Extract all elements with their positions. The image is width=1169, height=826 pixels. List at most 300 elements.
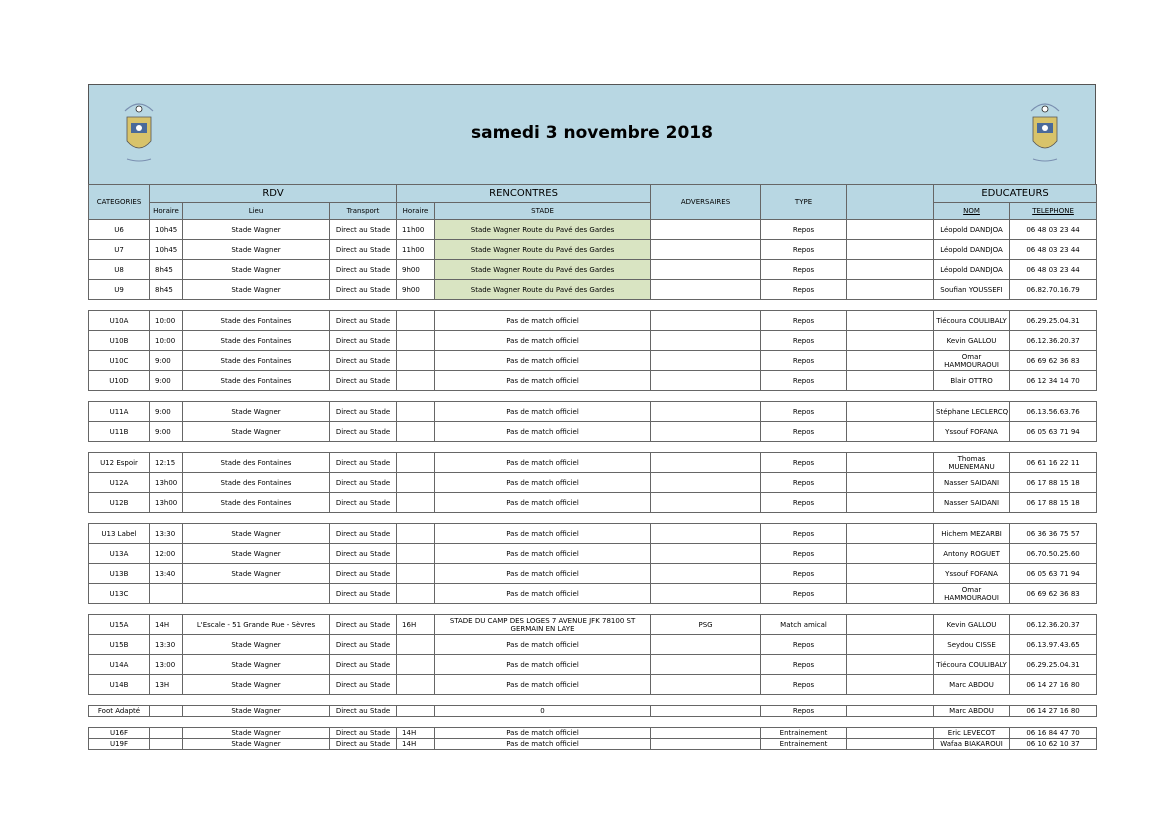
type-cell: Repos — [761, 564, 847, 584]
category-cell: U10B — [89, 331, 150, 351]
header-horaire: Horaire — [150, 203, 183, 220]
category-cell: U13A — [89, 544, 150, 564]
educateur-nom-cell: Antony ROGUET — [934, 544, 1010, 564]
stade-cell: Pas de match officiel — [435, 311, 651, 331]
rdv-lieu-cell: Stade des Fontaines — [183, 371, 330, 391]
adversaire-cell — [651, 564, 761, 584]
type-cell: Entrainement — [761, 739, 847, 750]
adversaire-cell — [651, 473, 761, 493]
stade-cell: Stade Wagner Route du Pavé des Gardes — [435, 220, 651, 240]
educateur-nom-cell: Yssouf FOFANA — [934, 422, 1010, 442]
rdv-lieu-cell: Stade Wagner — [183, 240, 330, 260]
blank-cell — [847, 453, 934, 473]
table-row — [89, 453, 1097, 473]
category-cell: U8 — [89, 260, 150, 280]
educateur-nom-cell: Hichem MEZARBI — [934, 524, 1010, 544]
match-horaire-cell: 16H — [397, 615, 435, 635]
educateur-nom-cell: Thomas MUENEMANU — [934, 453, 1010, 473]
educateur-tel-cell: 06 14 27 16 80 — [1010, 706, 1097, 717]
type-cell: Repos — [761, 493, 847, 513]
category-cell: U13B — [89, 564, 150, 584]
adversaire-cell — [651, 524, 761, 544]
header-adversaires: ADVERSAIRES — [651, 185, 761, 220]
match-horaire-cell: 14H — [397, 728, 435, 739]
stade-cell: Pas de match officiel — [435, 422, 651, 442]
rdv-lieu-cell: Stade Wagner — [183, 402, 330, 422]
transport-cell: Direct au Stade — [330, 311, 397, 331]
rdv-horaire-cell: 12:00 — [150, 544, 183, 564]
stade-cell: Stade Wagner Route du Pavé des Gardes — [435, 240, 651, 260]
adversaire-cell — [651, 402, 761, 422]
type-cell: Repos — [761, 544, 847, 564]
stade-cell: Pas de match officiel — [435, 493, 651, 513]
educateur-tel-cell: 06.12.36.20.37 — [1010, 331, 1097, 351]
type-cell: Repos — [761, 260, 847, 280]
category-cell: U10A — [89, 311, 150, 331]
transport-cell: Direct au Stade — [330, 584, 397, 604]
stade-cell: Pas de match officiel — [435, 524, 651, 544]
stade-cell: Pas de match officiel — [435, 655, 651, 675]
rdv-horaire-cell: 9:00 — [150, 422, 183, 442]
blank-cell — [847, 584, 934, 604]
educateur-nom-cell: Kevin GALLOU — [934, 615, 1010, 635]
stade-cell: Pas de match officiel — [435, 371, 651, 391]
rdv-lieu-cell: Stade Wagner — [183, 564, 330, 584]
category-cell: U16F — [89, 728, 150, 739]
educateur-tel-cell: 06 10 62 10 37 — [1010, 739, 1097, 750]
table-row — [89, 564, 1097, 584]
transport-cell: Direct au Stade — [330, 331, 397, 351]
schedule-table — [88, 184, 1097, 750]
type-cell: Repos — [761, 311, 847, 331]
rdv-lieu-cell: Stade Wagner — [183, 728, 330, 739]
rdv-lieu-cell: Stade Wagner — [183, 260, 330, 280]
transport-cell: Direct au Stade — [330, 453, 397, 473]
table-row — [89, 371, 1097, 391]
transport-cell: Direct au Stade — [330, 544, 397, 564]
rdv-lieu-cell: Stade Wagner — [183, 635, 330, 655]
group-spacer — [89, 391, 1097, 402]
match-horaire-cell — [397, 544, 435, 564]
rdv-horaire-cell: 13h00 — [150, 493, 183, 513]
blank-cell — [847, 544, 934, 564]
type-cell: Repos — [761, 422, 847, 442]
educateur-tel-cell: 06 48 03 23 44 — [1010, 260, 1097, 280]
match-horaire-cell — [397, 584, 435, 604]
blank-cell — [847, 635, 934, 655]
type-cell: Repos — [761, 473, 847, 493]
educateur-tel-cell: 06 05 63 71 94 — [1010, 422, 1097, 442]
transport-cell: Direct au Stade — [330, 260, 397, 280]
transport-cell: Direct au Stade — [330, 493, 397, 513]
rdv-lieu-cell: Stade Wagner — [183, 655, 330, 675]
rdv-horaire-cell: 9:00 — [150, 371, 183, 391]
rdv-horaire-cell: 13h00 — [150, 473, 183, 493]
stade-cell: Pas de match officiel — [435, 739, 651, 750]
transport-cell: Direct au Stade — [330, 564, 397, 584]
type-cell: Repos — [761, 220, 847, 240]
category-cell: U15B — [89, 635, 150, 655]
rdv-horaire-cell: 12:15 — [150, 453, 183, 473]
header-horaire-match: Horaire — [397, 203, 435, 220]
match-horaire-cell — [397, 422, 435, 442]
table-row — [89, 635, 1097, 655]
category-cell: Foot Adapté — [89, 706, 150, 717]
blank-cell — [847, 655, 934, 675]
educateur-tel-cell: 06 61 16 22 11 — [1010, 453, 1097, 473]
type-cell: Repos — [761, 675, 847, 695]
table-row — [89, 739, 1097, 750]
spacer-cell — [89, 391, 1097, 402]
header-lieu: Lieu — [183, 203, 330, 220]
header-educateurs: EDUCATEURS — [934, 185, 1097, 203]
educateur-nom-cell: Omar HAMMOURAOUI — [934, 584, 1010, 604]
rdv-horaire-cell: 13:00 — [150, 655, 183, 675]
rdv-horaire-cell: 13:30 — [150, 524, 183, 544]
adversaire-cell — [651, 351, 761, 371]
adversaire-cell — [651, 280, 761, 300]
adversaire-cell — [651, 371, 761, 391]
category-cell: U15A — [89, 615, 150, 635]
match-horaire-cell — [397, 706, 435, 717]
header-rdv: RDV — [150, 185, 397, 203]
transport-cell: Direct au Stade — [330, 371, 397, 391]
educateur-nom-cell: Soufian YOUSSEFI — [934, 280, 1010, 300]
rdv-lieu-cell: Stade des Fontaines — [183, 453, 330, 473]
rdv-lieu-cell: Stade Wagner — [183, 524, 330, 544]
educateur-nom-cell: Seydou CISSE — [934, 635, 1010, 655]
category-cell: U14B — [89, 675, 150, 695]
rdv-lieu-cell: L'Escale - 51 Grande Rue - Sèvres — [183, 615, 330, 635]
rdv-horaire-cell: 13:30 — [150, 635, 183, 655]
adversaire-cell — [651, 220, 761, 240]
header-nom: NOM — [934, 203, 1010, 220]
stade-cell: Pas de match officiel — [435, 473, 651, 493]
educateur-tel-cell: 06.29.25.04.31 — [1010, 311, 1097, 331]
match-horaire-cell — [397, 453, 435, 473]
transport-cell: Direct au Stade — [330, 728, 397, 739]
group-spacer — [89, 695, 1097, 706]
type-cell: Repos — [761, 371, 847, 391]
rdv-lieu-cell: Stade Wagner — [183, 220, 330, 240]
spacer-cell — [89, 300, 1097, 311]
rdv-horaire-cell: 10h45 — [150, 240, 183, 260]
adversaire-cell — [651, 331, 761, 351]
rdv-lieu-cell: Stade Wagner — [183, 544, 330, 564]
educateur-nom-cell: Stéphane LECLERCQ — [934, 402, 1010, 422]
educateur-nom-cell: Léopold DANDJOA — [934, 240, 1010, 260]
match-horaire-cell: 14H — [397, 739, 435, 750]
educateur-nom-cell: Kevin GALLOU — [934, 331, 1010, 351]
blank-cell — [847, 311, 934, 331]
stade-cell: Pas de match officiel — [435, 331, 651, 351]
rdv-lieu-cell: Stade Wagner — [183, 675, 330, 695]
educateur-tel-cell: 06 69 62 36 83 — [1010, 351, 1097, 371]
transport-cell: Direct au Stade — [330, 655, 397, 675]
educateur-tel-cell: 06 69 62 36 83 — [1010, 584, 1097, 604]
type-cell: Repos — [761, 331, 847, 351]
rdv-horaire-cell: 9:00 — [150, 402, 183, 422]
adversaire-cell — [651, 739, 761, 750]
group-spacer — [89, 604, 1097, 615]
stade-cell: Pas de match officiel — [435, 564, 651, 584]
stade-cell: Pas de match officiel — [435, 544, 651, 564]
rdv-horaire-cell: 10:00 — [150, 331, 183, 351]
type-cell: Match amical — [761, 615, 847, 635]
group-spacer — [89, 300, 1097, 311]
rdv-horaire-cell: 10h45 — [150, 220, 183, 240]
spacer-cell — [89, 513, 1097, 524]
table-row — [89, 584, 1097, 604]
rdv-lieu-cell: Stade Wagner — [183, 739, 330, 750]
title-banner — [88, 84, 1096, 184]
match-horaire-cell: 9h00 — [397, 280, 435, 300]
rdv-horaire-cell: 14H — [150, 615, 183, 635]
match-horaire-cell: 9h00 — [397, 260, 435, 280]
rdv-lieu-cell: Stade Wagner — [183, 706, 330, 717]
header-stade: STADE — [435, 203, 651, 220]
page-title: samedi 3 novembre 2018 — [471, 123, 713, 143]
schedule-sheet — [88, 84, 1096, 750]
table-row — [89, 655, 1097, 675]
adversaire-cell — [651, 675, 761, 695]
header-categories: CATEGORIES — [89, 185, 150, 220]
blank-cell — [847, 675, 934, 695]
table-row — [89, 311, 1097, 331]
rdv-horaire-cell: 8h45 — [150, 260, 183, 280]
rdv-lieu-cell — [183, 584, 330, 604]
table-row — [89, 473, 1097, 493]
adversaire-cell — [651, 655, 761, 675]
adversaire-cell — [651, 706, 761, 717]
stade-cell: Pas de match officiel — [435, 402, 651, 422]
blank-cell — [847, 220, 934, 240]
table-row — [89, 706, 1097, 717]
rdv-horaire-cell: 8h45 — [150, 280, 183, 300]
stade-cell: Stade Wagner Route du Pavé des Gardes — [435, 280, 651, 300]
educateur-tel-cell: 06.13.56.63.76 — [1010, 402, 1097, 422]
rdv-lieu-cell: Stade des Fontaines — [183, 473, 330, 493]
blank-cell — [847, 564, 934, 584]
adversaire-cell — [651, 544, 761, 564]
schedule-body — [89, 220, 1097, 750]
rdv-horaire-cell — [150, 728, 183, 739]
rdv-lieu-cell: Stade des Fontaines — [183, 493, 330, 513]
adversaire-cell — [651, 728, 761, 739]
stade-cell: 0 — [435, 706, 651, 717]
match-horaire-cell — [397, 351, 435, 371]
club-logo-right — [1025, 97, 1065, 167]
transport-cell: Direct au Stade — [330, 402, 397, 422]
rdv-lieu-cell: Stade des Fontaines — [183, 351, 330, 371]
educateur-tel-cell: 06 16 84 47 70 — [1010, 728, 1097, 739]
educateur-tel-cell: 06 17 88 15 18 — [1010, 493, 1097, 513]
stade-cell: Pas de match officiel — [435, 675, 651, 695]
table-row — [89, 544, 1097, 564]
educateur-nom-cell: Yssouf FOFANA — [934, 564, 1010, 584]
spacer-cell — [89, 442, 1097, 453]
educateur-nom-cell: Léopold DANDJOA — [934, 260, 1010, 280]
blank-cell — [847, 422, 934, 442]
table-row — [89, 615, 1097, 635]
match-horaire-cell — [397, 564, 435, 584]
table-row — [89, 402, 1097, 422]
educateur-tel-cell: 06 17 88 15 18 — [1010, 473, 1097, 493]
header-transport: Transport — [330, 203, 397, 220]
blank-cell — [847, 473, 934, 493]
category-cell: U13 Label — [89, 524, 150, 544]
adversaire-cell — [651, 453, 761, 473]
adversaire-cell — [651, 584, 761, 604]
blank-cell — [847, 493, 934, 513]
header-type: TYPE — [761, 185, 847, 220]
transport-cell: Direct au Stade — [330, 635, 397, 655]
educateur-tel-cell: 06 12 34 14 70 — [1010, 371, 1097, 391]
stade-cell: STADE DU CAMP DES LOGES 7 AVENUE JFK 78100 ST GERMAIN EN LAYE — [435, 615, 651, 635]
category-cell: U12A — [89, 473, 150, 493]
match-horaire-cell — [397, 493, 435, 513]
adversaire-cell — [651, 635, 761, 655]
educateur-tel-cell: 06.13.97.43.65 — [1010, 635, 1097, 655]
educateur-nom-cell: Nasser SAIDANI — [934, 473, 1010, 493]
blank-cell — [847, 331, 934, 351]
educateur-nom-cell: Wafaa BIAKAROUI — [934, 739, 1010, 750]
match-horaire-cell: 11h00 — [397, 240, 435, 260]
educateur-nom-cell: Marc ABDOU — [934, 706, 1010, 717]
category-cell: U11B — [89, 422, 150, 442]
transport-cell: Direct au Stade — [330, 524, 397, 544]
rdv-horaire-cell: 13:40 — [150, 564, 183, 584]
match-horaire-cell — [397, 311, 435, 331]
match-horaire-cell — [397, 331, 435, 351]
transport-cell: Direct au Stade — [330, 675, 397, 695]
educateur-tel-cell: 06.12.36.20.37 — [1010, 615, 1097, 635]
type-cell: Repos — [761, 402, 847, 422]
stade-cell: Pas de match officiel — [435, 584, 651, 604]
category-cell: U10D — [89, 371, 150, 391]
transport-cell: Direct au Stade — [330, 422, 397, 442]
rdv-horaire-cell — [150, 706, 183, 717]
category-cell: U10C — [89, 351, 150, 371]
table-row — [89, 728, 1097, 739]
transport-cell: Direct au Stade — [330, 706, 397, 717]
rdv-lieu-cell: Stade des Fontaines — [183, 311, 330, 331]
match-horaire-cell — [397, 473, 435, 493]
table-row — [89, 493, 1097, 513]
educateur-nom-cell: Eric LEVECOT — [934, 728, 1010, 739]
category-cell: U12 Espoir — [89, 453, 150, 473]
blank-cell — [847, 615, 934, 635]
category-cell: U12B — [89, 493, 150, 513]
adversaire-cell — [651, 493, 761, 513]
stade-cell: Pas de match officiel — [435, 635, 651, 655]
adversaire-cell — [651, 422, 761, 442]
educateur-tel-cell: 06.82.70.16.79 — [1010, 280, 1097, 300]
transport-cell: Direct au Stade — [330, 473, 397, 493]
stade-cell: Pas de match officiel — [435, 351, 651, 371]
educateur-tel-cell: 06.29.25.04.31 — [1010, 655, 1097, 675]
category-cell: U11A — [89, 402, 150, 422]
table-row — [89, 220, 1097, 240]
category-cell: U14A — [89, 655, 150, 675]
blank-cell — [847, 524, 934, 544]
transport-cell: Direct au Stade — [330, 739, 397, 750]
spacer-cell — [89, 695, 1097, 706]
match-horaire-cell — [397, 402, 435, 422]
match-horaire-cell — [397, 635, 435, 655]
match-horaire-cell — [397, 655, 435, 675]
type-cell: Repos — [761, 453, 847, 473]
transport-cell: Direct au Stade — [330, 220, 397, 240]
educateur-nom-cell: Marc ABDOU — [934, 675, 1010, 695]
educateur-nom-cell: Blair OTTRO — [934, 371, 1010, 391]
table-row — [89, 260, 1097, 280]
transport-cell: Direct au Stade — [330, 240, 397, 260]
type-cell: Repos — [761, 706, 847, 717]
blank-cell — [847, 371, 934, 391]
rdv-horaire-cell: 9:00 — [150, 351, 183, 371]
educateur-nom-cell: Tiécoura COULIBALY — [934, 655, 1010, 675]
transport-cell: Direct au Stade — [330, 280, 397, 300]
type-cell: Repos — [761, 655, 847, 675]
match-horaire-cell — [397, 524, 435, 544]
stade-cell: Stade Wagner Route du Pavé des Gardes — [435, 260, 651, 280]
educateur-tel-cell: 06 36 36 75 57 — [1010, 524, 1097, 544]
blank-cell — [847, 706, 934, 717]
educateur-tel-cell: 06 48 03 23 44 — [1010, 240, 1097, 260]
rdv-lieu-cell: Stade Wagner — [183, 280, 330, 300]
table-row — [89, 351, 1097, 371]
type-cell: Repos — [761, 351, 847, 371]
table-row — [89, 240, 1097, 260]
match-horaire-cell — [397, 371, 435, 391]
category-cell: U19F — [89, 739, 150, 750]
blank-cell — [847, 739, 934, 750]
adversaire-cell: PSG — [651, 615, 761, 635]
table-row — [89, 422, 1097, 442]
group-spacer — [89, 442, 1097, 453]
educateur-nom-cell: Léopold DANDJOA — [934, 220, 1010, 240]
educateur-nom-cell: Omar HAMMOURAOUI — [934, 351, 1010, 371]
stade-cell: Pas de match officiel — [435, 453, 651, 473]
rdv-horaire-cell — [150, 584, 183, 604]
blank-cell — [847, 260, 934, 280]
spacer-cell — [89, 717, 1097, 728]
educateur-tel-cell: 06.70.50.25.60 — [1010, 544, 1097, 564]
blank-cell — [847, 402, 934, 422]
blank-cell — [847, 728, 934, 739]
rdv-lieu-cell: Stade des Fontaines — [183, 331, 330, 351]
type-cell: Repos — [761, 584, 847, 604]
educateur-nom-cell: Tiécoura COULIBALY — [934, 311, 1010, 331]
category-cell: U6 — [89, 220, 150, 240]
stade-cell: Pas de match officiel — [435, 728, 651, 739]
blank-cell — [847, 280, 934, 300]
table-row — [89, 280, 1097, 300]
educateur-nom-cell: Nasser SAIDANI — [934, 493, 1010, 513]
adversaire-cell — [651, 311, 761, 331]
header-blank — [847, 185, 934, 220]
category-cell: U13C — [89, 584, 150, 604]
type-cell: Repos — [761, 240, 847, 260]
category-cell: U7 — [89, 240, 150, 260]
blank-cell — [847, 240, 934, 260]
type-cell: Repos — [761, 635, 847, 655]
table-row — [89, 675, 1097, 695]
match-horaire-cell: 11h00 — [397, 220, 435, 240]
transport-cell: Direct au Stade — [330, 351, 397, 371]
adversaire-cell — [651, 260, 761, 280]
